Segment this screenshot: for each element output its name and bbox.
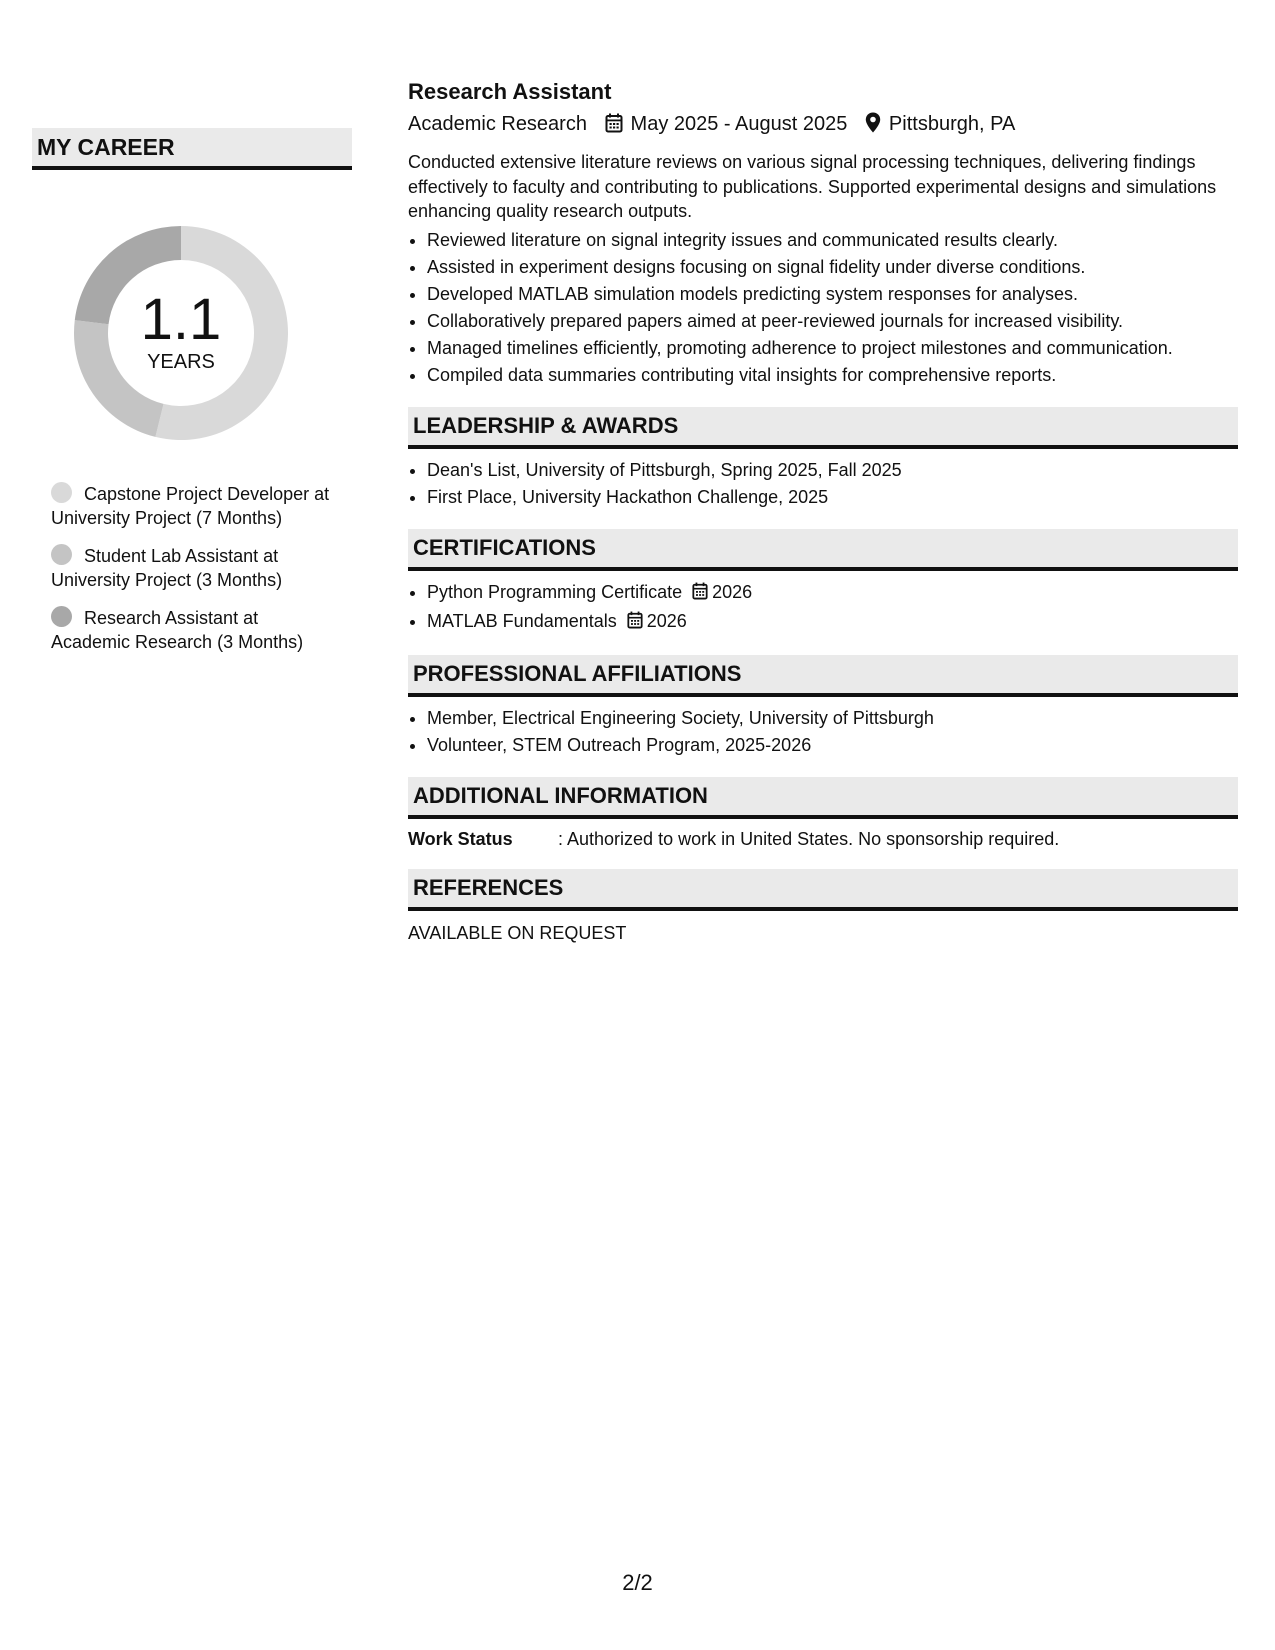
job-description: Conducted extensive literature reviews on various signal processing techniques, delivering findings effectively to faculty and contributing to publications. Supported experimental designs and simulations enhancing quality research outputs. <box>408 152 1217 221</box>
list-item <box>427 579 1238 608</box>
map-pin-icon <box>865 112 881 140</box>
list-item <box>427 608 1238 637</box>
references-text: AVAILABLE ON REQUEST <box>408 922 627 943</box>
references-section <box>408 869 1238 945</box>
list-item: • Developed MATLAB simulation models predicting system responses for analyses. <box>427 281 1238 308</box>
calendar-icon <box>692 581 708 608</box>
affiliations-section <box>408 655 1238 759</box>
work-status-label: Work Status <box>408 828 513 849</box>
legend-dot <box>51 482 72 503</box>
legend-label: Capstone Project Developer at University Project (7 Months) <box>51 484 330 528</box>
leadership-heading: LEADERSHIP & AWARDS <box>408 407 1238 449</box>
certifications-section <box>408 529 1238 637</box>
legend-item <box>51 606 341 654</box>
list-item: • Managed timelines efficiently, promoting adherence to project milestones and communication. <box>427 335 1238 362</box>
list-item: • First Place, University Hackathon Challenge, 2025 <box>427 484 1238 511</box>
legend-item <box>51 482 341 530</box>
additional-info-heading: ADDITIONAL INFORMATION <box>408 777 1238 819</box>
career-total-years: 1.1 <box>140 287 222 352</box>
legend-label: Student Lab Assistant at University Project (3 Months) <box>51 546 283 590</box>
career-heading: MY CAREER <box>32 128 352 170</box>
career-donut-chart <box>66 218 296 448</box>
calendar-icon <box>605 113 623 140</box>
certifications-heading: CERTIFICATIONS <box>408 529 1238 571</box>
donut-center <box>66 218 296 448</box>
list-item: • Dean's List, University of Pittsburgh, Spring 2025, Fall 2025 <box>427 457 1238 484</box>
job-meta <box>408 111 1238 140</box>
affiliations-heading: PROFESSIONAL AFFILIATIONS <box>408 655 1238 697</box>
work-status-row <box>408 827 1238 851</box>
career-legend <box>51 482 341 654</box>
job-dates: May 2025 - August 2025 <box>630 113 848 135</box>
leadership-section <box>408 407 1238 511</box>
affiliations-list <box>408 705 1238 759</box>
calendar-icon <box>627 610 643 637</box>
career-total-unit: YEARS <box>147 351 215 373</box>
legend-dot <box>51 606 72 627</box>
list-item: • Reviewed literature on signal integrity issues and communicated results clearly. <box>427 227 1238 254</box>
additional-info-section <box>408 777 1238 851</box>
list-item: • Volunteer, STEM Outreach Program, 2025-2026 <box>427 732 1238 759</box>
legend-item <box>51 544 341 592</box>
job-title: Research Assistant <box>408 79 612 104</box>
main-column <box>408 78 1238 945</box>
work-status-value: : Authorized to work in United States. No sponsorship required. <box>558 828 1060 849</box>
legend-dot <box>51 544 72 565</box>
cert-year: 2026 <box>646 610 687 631</box>
list-item: • Compiled data summaries contributing vital insights for comprehensive reports. <box>427 362 1238 389</box>
list-item: • Collaboratively prepared papers aimed at peer-reviewed journals for increased visibility. <box>427 308 1238 335</box>
certifications-list <box>408 579 1238 637</box>
list-item: • Member, Electrical Engineering Society, University of Pittsburgh <box>427 705 1238 732</box>
cert-name: Python Programming Certificate <box>427 581 683 602</box>
job-company: Academic Research <box>408 113 587 135</box>
job-bullets <box>408 227 1238 389</box>
legend-label: Research Assistant at Academic Research (3 Months) <box>51 608 304 652</box>
cert-name: MATLAB Fundamentals <box>427 610 617 631</box>
cert-year: 2026 <box>712 581 753 602</box>
job-location: Pittsburgh, PA <box>888 113 1016 135</box>
list-item: • Assisted in experiment designs focusing on signal fidelity under diverse conditions. <box>427 254 1238 281</box>
leadership-list <box>408 457 1238 511</box>
references-heading: REFERENCES <box>408 869 1238 911</box>
page-number: 2/2 <box>622 1570 653 1595</box>
career-column <box>32 128 352 668</box>
